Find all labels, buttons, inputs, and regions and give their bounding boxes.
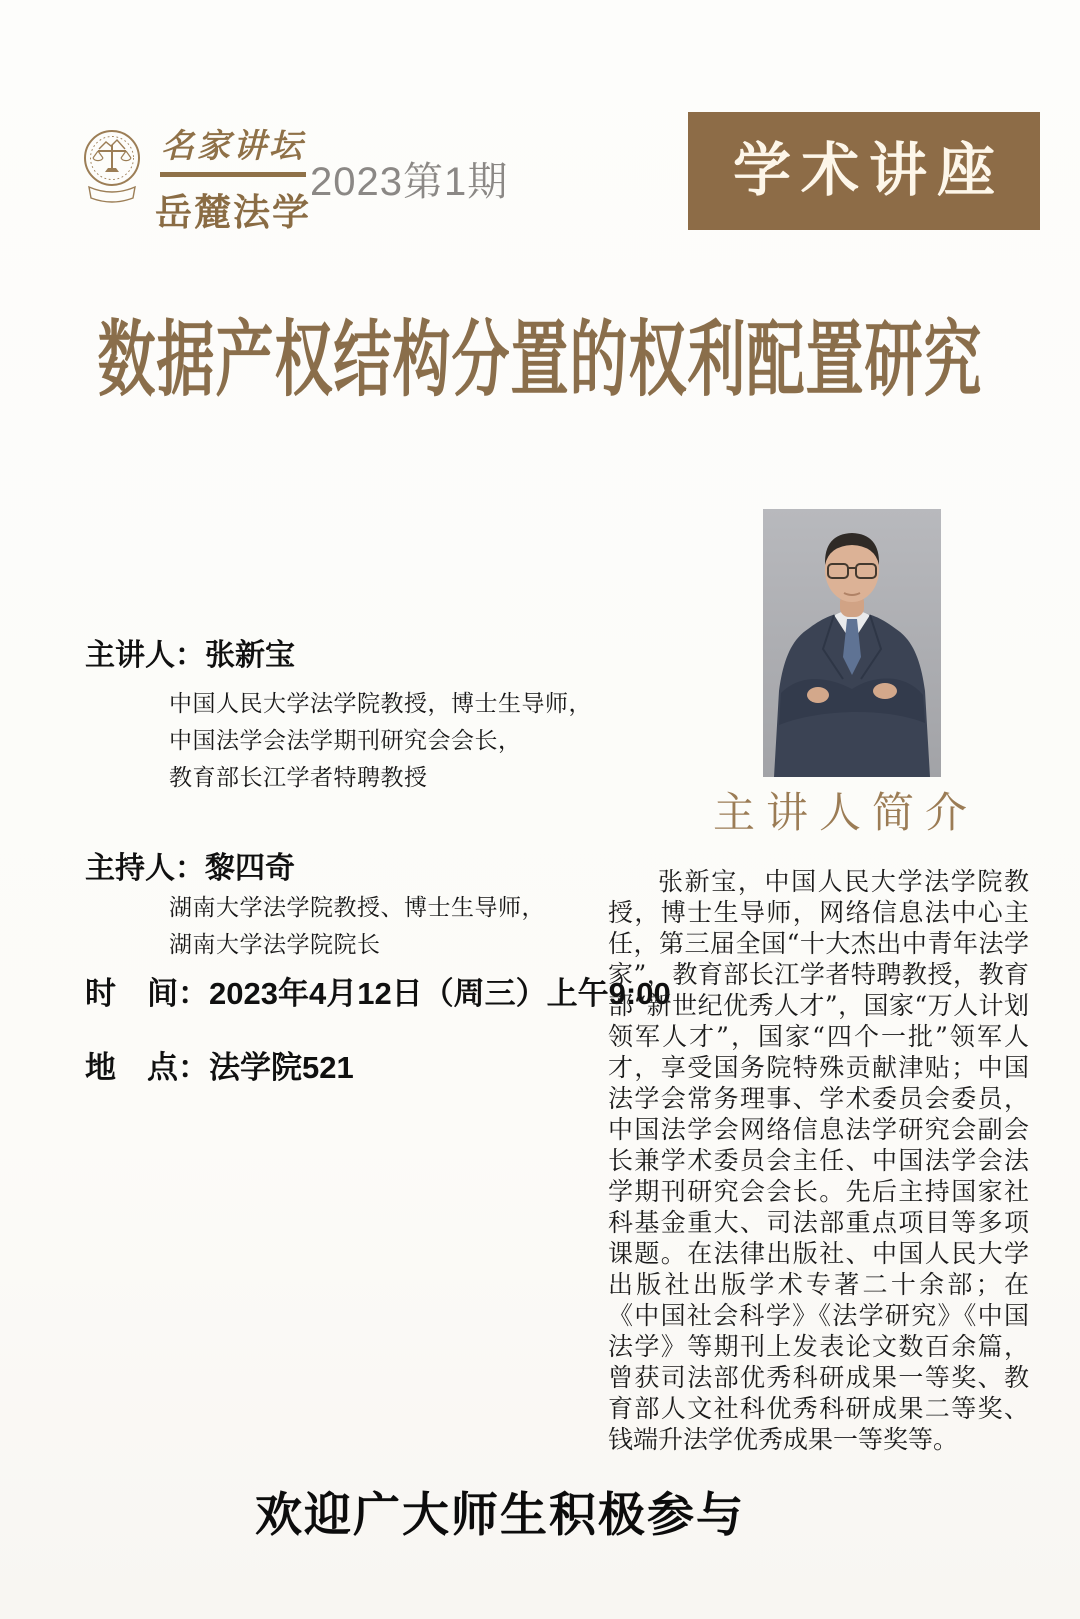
venue-row	[85, 1042, 354, 1087]
footer-slogan: 欢迎广大师生积极参与	[255, 1488, 745, 1541]
lecture-title: 数据产权结构分置的权利配置研究	[97, 314, 983, 407]
speaker-name: 张新宝	[205, 639, 295, 672]
host-detail-line: 湖南大学法学院教授、博士生导师，	[169, 895, 545, 921]
lecture-type-banner: 学术讲座	[688, 112, 1040, 230]
profile-heading: 主讲人简介	[712, 788, 978, 837]
logo-divider	[160, 172, 306, 177]
logo-series-name: 岳麓法学	[155, 192, 311, 233]
time-row	[85, 968, 671, 1013]
host-label: 主持人：	[85, 852, 205, 885]
time-value: 2023年4月12日（周三）上午9:00	[209, 976, 671, 1011]
time-label: 时 间：	[85, 976, 209, 1011]
host-row	[85, 843, 295, 887]
speaker-label: 主讲人：	[85, 639, 205, 672]
law-school-seal-icon	[80, 124, 144, 212]
speaker-photo	[763, 509, 941, 777]
speaker-details	[169, 686, 592, 797]
host-details	[169, 890, 545, 964]
speaker-bio: 张新宝，中国人民大学法学院教授，博士生导师，网络信息法中心主任，第三届全国“十大杰出中青年法学家”，教育部长江学者特聘教授，教育部“新世纪优秀人才”，国家“万人计划领军人才”，国家“四个一批”领军人才，享受国务院特殊贡献津贴；中国法学会常务理事、学术委员会委员，中国法学会网络信息法学研究会副会长兼学术委员会主任、中国法学会法学期刊研究会会长。先后主持国家社科基金重大、司法部重点项目等多项课题。在法律出版社、中国人民大学出版社出版学术专著二十余部；在《中国社会科学》《法学研究》《中国法学》等期刊上发表论文数百余篇，曾获司法部优秀科研成果一等奖、教育部人文社科优秀科研成果二等奖、钱端升法学优秀成果一等奖等。	[608, 867, 1029, 1454]
speaker-row	[85, 630, 295, 674]
logo-series-script: 名家讲坛	[161, 126, 305, 165]
host-name: 黎四奇	[205, 852, 295, 885]
venue-label: 地 点：	[85, 1050, 209, 1085]
speaker-detail-line: 教育部长江学者特聘教授	[169, 765, 428, 791]
speaker-detail-line: 中国人民大学法学院教授，博士生导师，	[169, 691, 592, 717]
venue-value: 法学院521	[209, 1050, 354, 1085]
issue-number: 2023第1期	[310, 160, 509, 204]
speaker-detail-line: 中国法学会法学期刊研究会会长，	[169, 728, 522, 754]
host-detail-line: 湖南大学法学院院长	[169, 932, 381, 958]
